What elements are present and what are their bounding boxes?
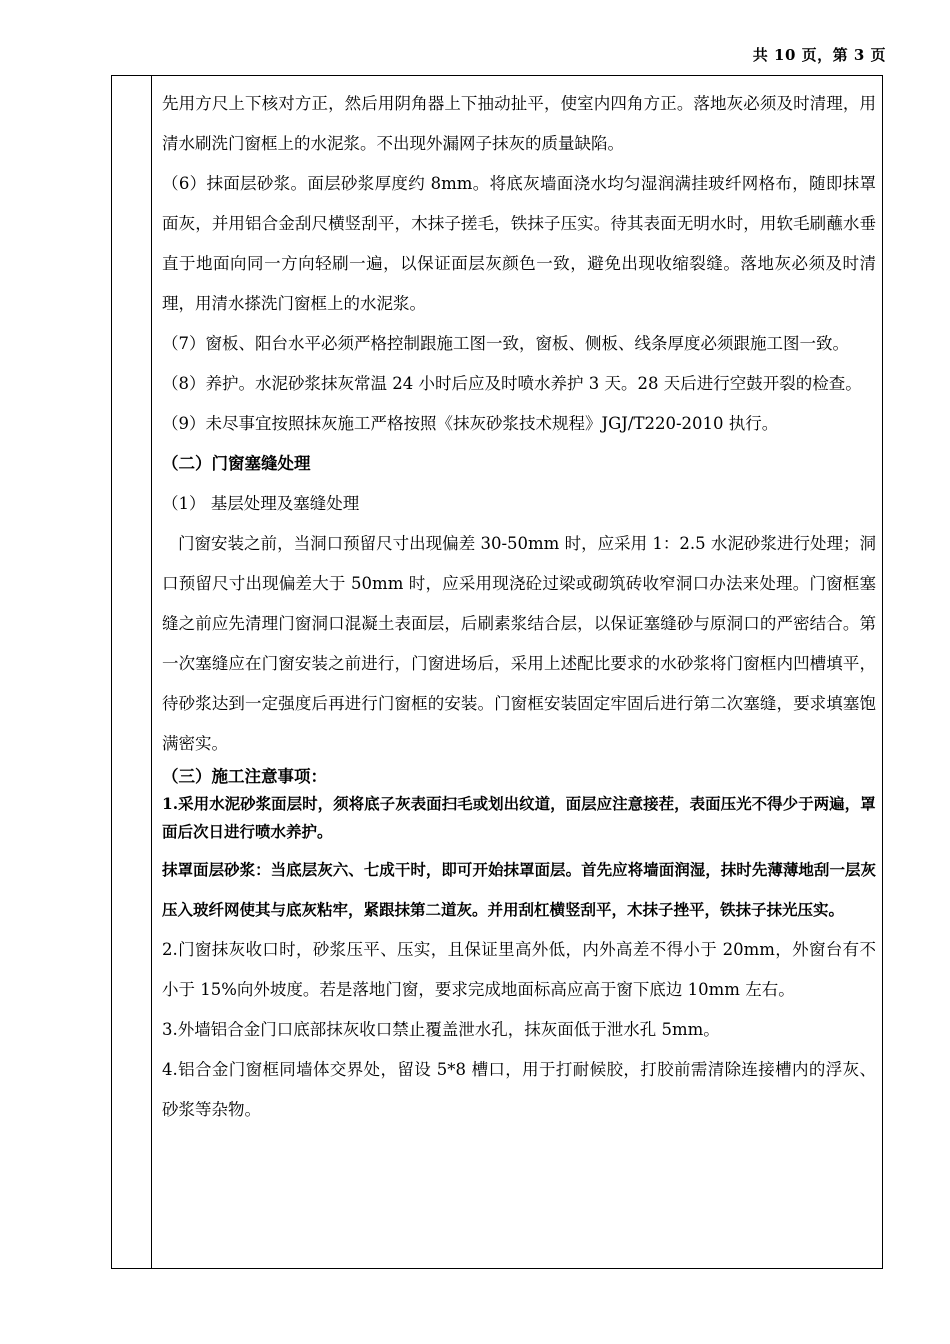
note-2: 2.门窗抹灰收口时，砂浆压平、压实，且保证里高外低，内外高差不得小于 20mm，外窗台有不小于 15%向外坡度。若是落地门窗，要求完成地面标高应高于窗下底边 10mm 左右。 <box>162 940 876 999</box>
note-3: 3.外墙铝合金门口底部抹灰收口禁止覆盖泄水孔，抹灰面低于泄水孔 5mm。 <box>162 1020 720 1039</box>
paragraph-curing: （8）养护。水泥砂浆抹灰常温 24 小时后应及时喷水养护 3 天。28 天后进行空鼓开裂的检查。 <box>162 374 862 393</box>
section-heading-window-gap: （二）门窗塞缝处理 <box>162 454 311 473</box>
content-cell <box>162 84 876 1130</box>
paragraph-plastering-check: 先用方尺上下核对方正，然后用阴角器上下抽动扯平，使室内四角方正。落地灰必须及时清理，用清水刷洗门窗框上的水泥浆。不出现外漏网子抹灰的质量缺陷。 <box>162 94 876 153</box>
paragraph-standard-reference: （9）未尽事宜按照抹灰施工严格按照《抹灰砂浆技术规程》JGJ/T220-2010 执行。 <box>162 414 779 433</box>
label-column <box>112 76 152 1268</box>
note-4: 4.铝合金门窗框同墙体交界处，留设 5*8 槽口，用于打耐候胶，打胶前需清除连接槽内的浮灰、砂浆等杂物。 <box>162 1060 876 1119</box>
paragraph-window-board: （7）窗板、阳台水平必须严格控制跟施工图一致，窗板、侧板、线条厚度必须跟施工图一致。 <box>162 334 849 353</box>
note-1-detail: 抹罩面层砂浆：当底层灰六、七成干时，即可开始抹罩面层。首先应将墙面润湿，抹时先薄薄地刮一层灰压入玻纤网使其与底灰粘牢，紧跟抹第二道灰。并用刮杠横竖刮平，木抹子挫平，铁抹子抹光压实。 <box>162 860 876 919</box>
page-number: 共 10 页，第 3 页 <box>752 46 886 64</box>
note-1: 1.采用水泥砂浆面层时，须将底子灰表面扫毛或划出纹道，面层应注意接茬，表面压光不得少于两遍，罩面后次日进行喷水养护。 <box>162 794 876 841</box>
content-table <box>111 75 883 1269</box>
paragraph-surface-mortar: （6）抹面层砂浆。面层砂浆厚度约 8mm。将底灰墙面浇水均匀湿润满挂玻纤网格布，随即抹罩面灰，并用铝合金刮尺横竖刮平，木抹子搓毛，铁抹子压实。待其表面无明水时，用软毛刷蘸水垂直于地面向同一方向轻刷一遍，以保证面层灰颜色一致，避免出现收缩裂缝。落地灰必须及时清理，用清水搽洗门窗框上的水泥浆。 <box>162 174 876 313</box>
section-heading-notes: （三）施工注意事项： <box>162 767 327 786</box>
subheading-base-treatment: （1） 基层处理及塞缝处理 <box>162 494 360 513</box>
paragraph-gap-filling: 门窗安装之前，当洞口预留尺寸出现偏差 30-50mm 时，应采用 1：2.5 水泥砂浆进行处理；洞口预留尺寸出现偏差大于 50mm 时，应采用现浇砼过梁或砌筑砖收窄洞口办法来处理。门窗框塞缝之前应先清理门窗洞口混凝土表面层，后刷素浆结合层，以保证塞缝砂与原洞口的严密结合。第一次塞缝应在门窗安装之前进行，门窗进场后，采用上述配比要求的水砂浆将门窗框内凹槽填平，待砂浆达到一定强度后再进行门窗框的安装。门窗框安装固定牢固后进行第二次塞缝，要求填塞饱满密实。 <box>162 534 876 753</box>
